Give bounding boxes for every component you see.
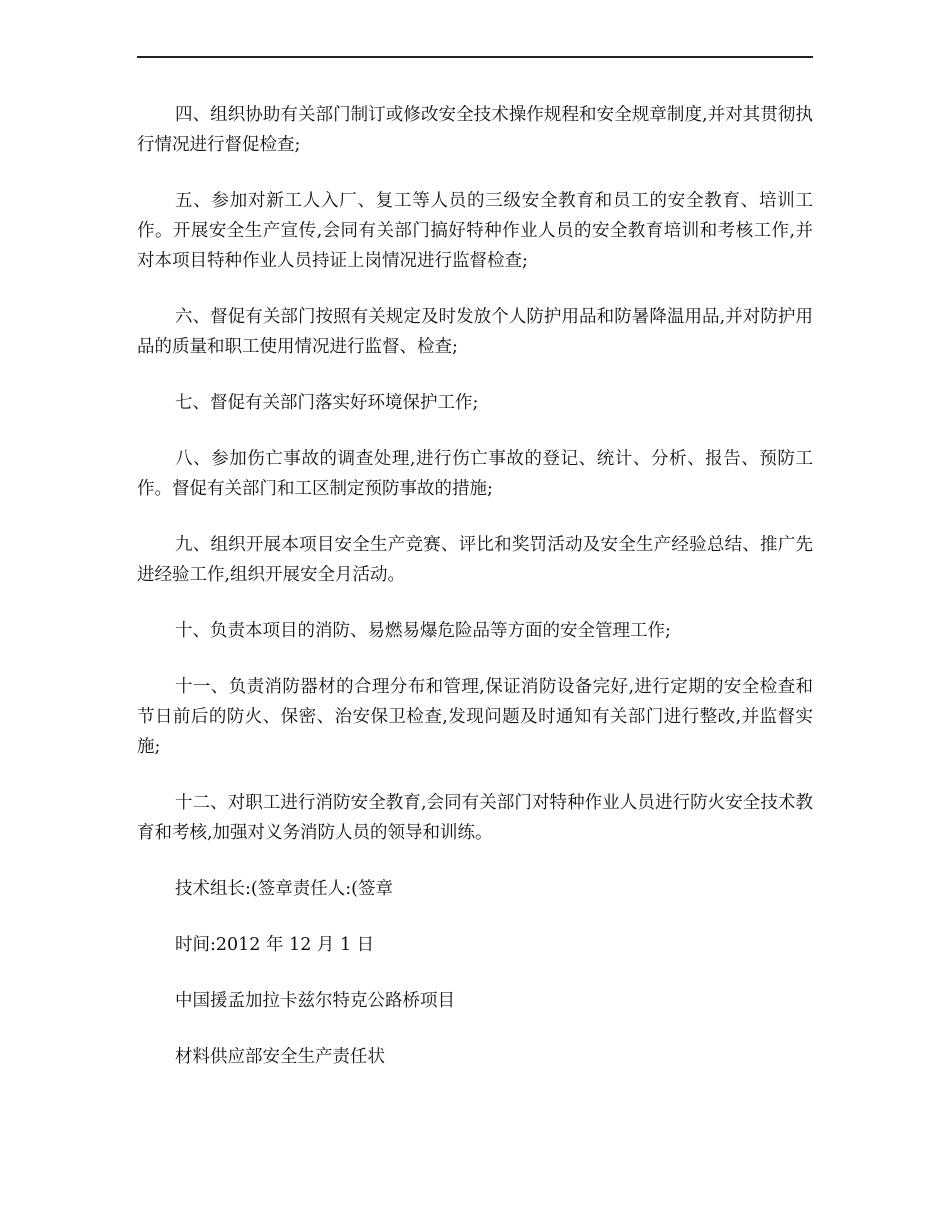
project-name: 中国援孟加拉卡兹尔特克公路桥项目: [175, 991, 455, 1011]
signature-line: 技术组长:(签章责任人:(签章: [175, 879, 393, 899]
paragraph-10: 十、负责本项目的消防、易燃易爆危险品等方面的安全管理工作;: [175, 621, 671, 641]
paragraph-9: 九、组织开展本项目安全生产竞赛、评比和奖罚活动及安全生产经验总结、推广先进经验工作,组织开展安全月活动。: [137, 535, 813, 585]
paragraph-7: 七、督促有关部门落实好环境保护工作;: [175, 393, 479, 413]
header-rule: [137, 56, 813, 58]
next-section-title: 材料供应部安全生产责任状: [175, 1047, 385, 1067]
paragraph-4: 四、组织协助有关部门制订或修改安全技术操作规程和安全规章制度,并对其贯彻执行情况进行督促检查;: [137, 105, 813, 155]
paragraph-12: 十二、对职工进行消防安全教育,会同有关部门对特种作业人员进行防火安全技术教育和考核,加强对义务消防人员的领导和训练。: [137, 793, 813, 843]
paragraph-8: 八、参加伤亡事故的调查处理,进行伤亡事故的登记、统计、分析、报告、预防工作。督促有关部门和工区制定预防事故的措施;: [137, 449, 813, 499]
paragraph-5: 五、参加对新工人入厂、复工等人员的三级安全教育和员工的安全教育、培训工作。开展安全生产宣传,会同有关部门搞好特种作业人员的安全教育培训和考核工作,并对本项目特种作业人员持证上岗情况进行监督检查;: [137, 191, 813, 271]
paragraph-6: 六、督促有关部门按照有关规定及时发放个人防护用品和防暑降温用品,并对防护用品的质量和职工使用情况进行监督、检查;: [137, 307, 813, 357]
paragraph-11: 十一、负责消防器材的合理分布和管理,保证消防设备完好,进行定期的安全检查和节日前后的防火、保密、治安保卫检查,发现问题及时通知有关部门进行整改,并监督实施;: [137, 677, 813, 757]
document-body: [137, 100, 813, 1098]
date-line: 时间:2012 年 12 月 1 日: [175, 935, 375, 955]
